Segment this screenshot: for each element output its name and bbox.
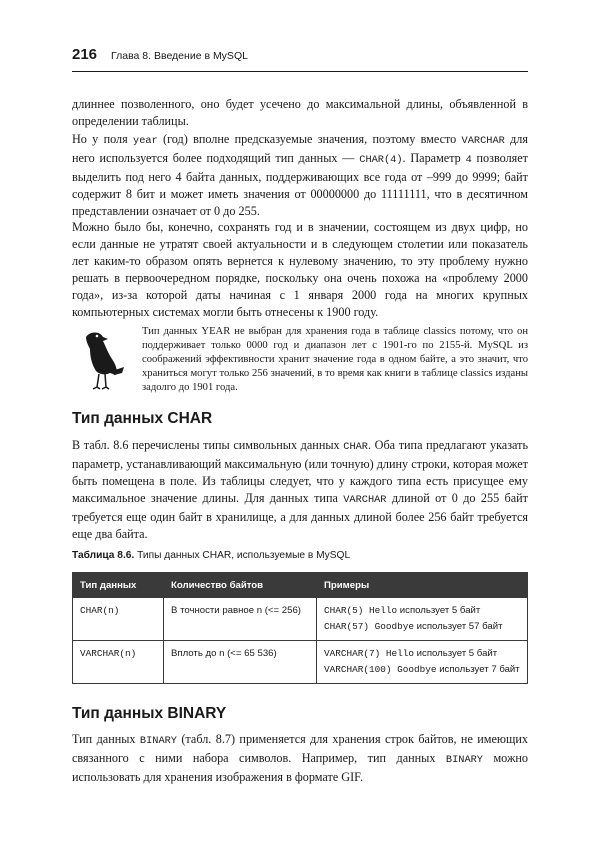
cell-type: VARCHAR(n) bbox=[73, 641, 164, 684]
cell-bytes: В точности равное n (<= 256) bbox=[164, 598, 317, 641]
table-row bbox=[73, 598, 528, 641]
running-header bbox=[72, 46, 528, 70]
example-line: CHAR(57) Goodbye использует 57 байт bbox=[324, 621, 503, 632]
example-line: VARCHAR(100) Goodbye использует 7 байт bbox=[324, 664, 520, 675]
table-caption: Таблица 8.6. Типы данных CHAR, используемые в MySQL bbox=[72, 550, 351, 561]
code-varchar-2: VARCHAR bbox=[343, 493, 387, 506]
paragraph-4: В табл. 8.6 перечислены типы символьных данных CHAR. Оба типа предлагают указать параметр, устанавливающий максимальную (или точную) длину строки, которая может быть помещена в поле. Из таблицы следует, что у каждого типа есть присущее ему максимальное значение длины. Для данных типа VARCHAR длиной от 0 до 255 байт требуется еще один байт в хранилище, а для данных длиной более 256 байт требуется еще два байта. bbox=[72, 438, 529, 541]
header-rule bbox=[72, 71, 528, 72]
note-block bbox=[72, 325, 528, 397]
code-4: 4 bbox=[465, 153, 472, 166]
header-type: Тип данных bbox=[73, 573, 164, 598]
code-binary-2: BINARY bbox=[445, 753, 483, 766]
code-char: CHAR bbox=[343, 441, 368, 453]
paragraph-1: длиннее позволенного, оно будет усечено до максимальной длины, объявленной в определении таблицы. bbox=[72, 97, 528, 128]
cell-examples bbox=[317, 641, 528, 684]
section-title-char: Тип данных CHAR bbox=[72, 410, 213, 427]
table-header-row bbox=[73, 573, 528, 598]
example-line: VARCHAR(7) Hello использует 5 байт bbox=[324, 648, 498, 659]
paragraph-5: Тип данных BINARY (табл. 8.7) применяется для хранения строк байтов, не имеющих связанного с ними набора символов. Например, тип данных BINARY можно использовать для хранения изображения в формате GIF. bbox=[72, 732, 528, 784]
example-line: CHAR(5) Hello использует 5 байт bbox=[324, 605, 481, 616]
header-examples: Примеры bbox=[317, 573, 528, 598]
section-title-binary: Тип данных BINARY bbox=[72, 705, 227, 722]
crow-bird-icon bbox=[72, 327, 128, 391]
code-binary: BINARY bbox=[139, 735, 177, 747]
code-char4: CHAR(4) bbox=[359, 153, 403, 166]
code-varchar: VARCHAR bbox=[461, 135, 505, 147]
cell-examples bbox=[317, 598, 528, 641]
note-text: Тип данных YEAR не выбран для хранения года в таблице classics потому, что он поддерживает только 0000 год и диапазон лет с 1901-го по 2155-й. MySQL из соображений эффективности хранит значение года в одном байте, а это значит, что храниться могут только 256 значений, в то время как книги в таблице classics изданы задолго до 1901 года. bbox=[142, 326, 528, 393]
char-types-table bbox=[72, 572, 528, 684]
paragraph-2: Но у поля year (год) вполне предсказуемые значения, поэтому вместо VARCHAR для него используется более подходящий тип данных — CHAR(4). Параметр 4 позволяет выделить под него 4 байта данных, поддерживающих все года от –999 до 9999; байт содержит 8 бит и может иметь значения от 00000000 до 11111111, что в десятичном представлении означает от 0 до 255. bbox=[72, 132, 528, 218]
header-bytes: Количество байтов bbox=[164, 573, 317, 598]
cell-type: CHAR(n) bbox=[73, 598, 164, 641]
chapter-title: Глава 8. Введение в MySQL bbox=[111, 50, 248, 62]
table-row bbox=[73, 641, 528, 684]
code-year: year bbox=[133, 135, 158, 147]
page-number: 216 bbox=[72, 46, 98, 63]
cell-bytes: Вплоть до n (<= 65 536) bbox=[164, 641, 317, 684]
paragraph-3: Можно было бы, конечно, сохранять год и в значении, состоящем из двух цифр, но если данные не утратят своей актуальности и в следующем столетии или показатель лет каким-то образом опять вернется к нулевому значению, то эту проблему нужно решать в первоочередном порядке, поскольку она очень похожа на «проблему 2000 года», из-за которой даты начиная с 1 января 2000 года на многих крупных компьютерных системах могли быть отнесены к 1900 году. bbox=[72, 220, 528, 319]
